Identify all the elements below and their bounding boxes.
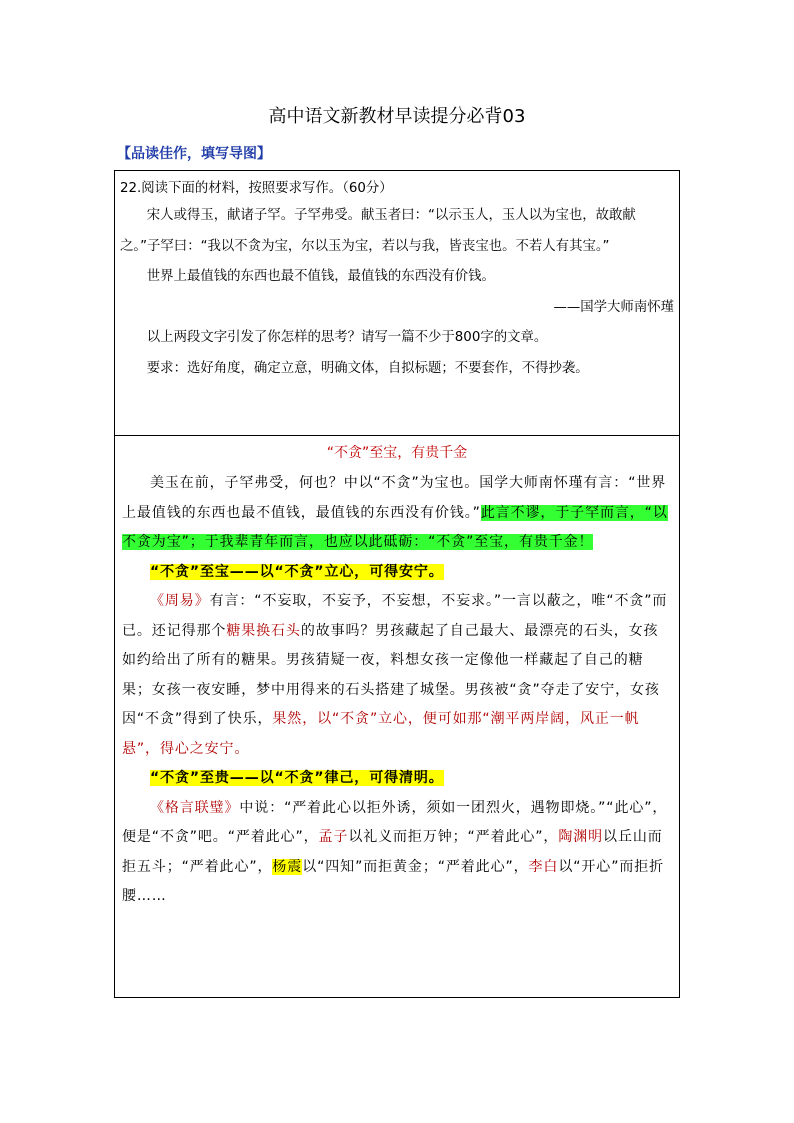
paragraph-2-text-a: 有言：“不妄取，不妄予，不妄想，不妄求。”一言以蔽之，唯“不贪”而已。还记得那个 [122,593,668,639]
question-material-1: 宋人或得玉，献诸子罕。子罕弗受。献玉者曰：“以示玉人，玉人以为宝也，故敢献之。”子罕曰：“我以不贪为宝，尔以玉为宝，若以与我，皆丧宝也。不若人有其宝。” [120,208,636,254]
essay-subheading-1 [122,558,672,588]
essay-paragraph-2 [122,587,672,764]
essay-subheading-2 [122,764,672,794]
paragraph-3-text-a: 中说：“严着此心以拒外诱，须如一团烈火，遇物即烧。”“此心”，便是“不贪”吧。“严着此心”， [122,799,668,845]
name-mengzi: 孟子 [318,829,349,845]
question-material-2: 世界上最值钱的东西也最不值钱，最值钱的东西没有价钱。 [146,269,495,284]
paragraph-2-conclusion: 果然，以“不贪”立心，便可如那“潮平两岸阔，风正一帆悬”，得心之安宁。 [122,711,640,757]
question-requirements: 要求：选好角度，确定立意，明确文体，自拟标题；不要套作，不得抄袭。 [146,360,589,376]
section-label: 【品读佳作，填写导图】 [117,146,271,162]
essay-intro [122,469,672,558]
question-attribution: ——国学大师南怀瑾 [553,299,674,315]
subheading-1-text: “不贪”至宝——以“不贪”立心，可得安宁。 [150,563,444,580]
name-yang-zhen: 杨震 [272,858,303,875]
question-cell [115,171,679,384]
table-divider [115,435,679,436]
paragraph-3-text-c: 以丘山而拒五斗；“严着此心”， [122,829,663,875]
essay-thesis-highlight: 此言不谬，于子罕而言，“以不贪为宝”；于我辈青年而言，也应以此砥砺：“不贪”至宝，有贵千金！ [122,504,668,550]
essay-paragraph-3 [122,794,672,912]
book-geyan-lianbi: 《格言联璧》 [150,799,240,816]
essay-intro-text: 美玉在前，子罕弗受，何也？中以“不贪”为宝也。国学大师南怀瑾有言：“世界上最值钱的东西也最不值钱，最值钱的东西没有价钱。” [122,475,667,521]
content-table [114,170,680,998]
paragraph-3-text-e: 以“开心”而拒折腰…… [122,858,665,904]
name-tao-yuanming: 陶渊明 [558,829,604,845]
essay-cell [115,439,679,912]
question-prompt: 以上两段文字引发了你怎样的思考？请写一篇不少于800字的文章。 [146,330,548,345]
question-heading: 22.阅读下面的材料，按照要求写作。（60分） [120,181,393,196]
book-zhouyi: 《周易》 [150,593,210,609]
paragraph-3-text-d: 以“四知”而拒黄金；“严着此心”， [302,858,529,875]
story-candy-stone: 糖果换石头 [226,622,301,639]
paragraph-3-text-b: 以礼义而拒万钟；“严着此心”， [348,829,559,845]
subheading-2-text: “不贪”至贵——以“不贪”律己，可得清明。 [150,770,444,786]
essay-title: “不贪”至宝，有贵千金 [326,445,468,461]
name-li-bai: 李白 [528,858,559,875]
page-title: 高中语文新教材早读提分必背03 [268,106,526,127]
paragraph-2-text-b: 的故事吗？男孩藏起了自己最大、最漂亮的石头，女孩如约给出了所有的糖果。男孩猜疑一夜，料想女孩一定像他一样藏起了自己的糖果；女孩一夜安睡，梦中用得来的石头搭建了城堡。男孩被“贪”夺走了安宁，女孩因“不贪”得到了快乐， [122,622,660,727]
